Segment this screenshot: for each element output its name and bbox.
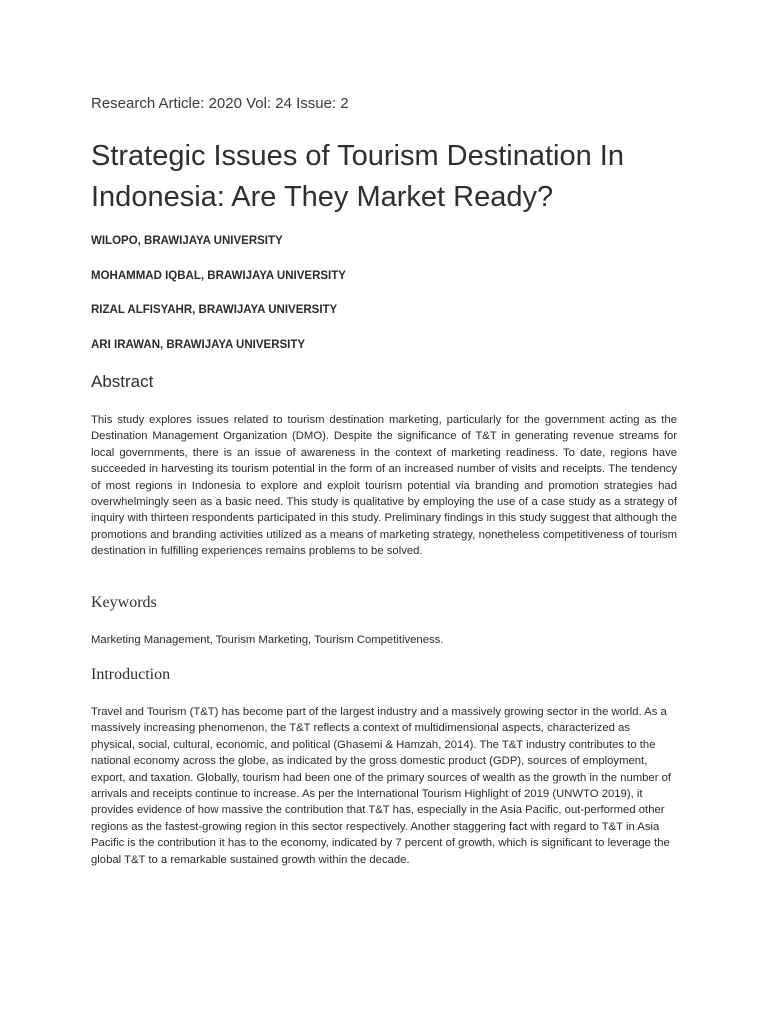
author-entry: MOHAMMAD IQBAL, BRAWIJAYA UNIVERSITY xyxy=(91,269,346,282)
article-meta: Research Article: 2020 Vol: 24 Issue: 2 xyxy=(91,95,349,112)
introduction-heading: Introduction xyxy=(91,666,171,683)
abstract-text: This study explores issues related to tourism destination marketing, particularly for the government acting as the Destination Management Organization (DMO). Despite the significance of T&T in generating revenue streams for local governments, there is an issue of awareness in the context of marketing readiness. To date, regions have succeeded in harvesting its tourism potential in the form of an increased number of visits and receipts. The tendency of most regions in Indonesia to explore and exploit tourism potential via branding and promotion strategies had overwhelmingly seen as a basic need. This study is qualitative by employing the use of a case study as a strategy of inquiry with thirteen respondents participated in this study. Preliminary findings in this study suggest that although the promotions and branding activities utilized as a means of marketing strategy, nonetheless competitiveness of tourism destination in fulfilling experiences remains problems to be solved. xyxy=(91,414,677,558)
author-entry: ARI IRAWAN, BRAWIJAYA UNIVERSITY xyxy=(91,338,306,351)
author-entry: RIZAL ALFISYAHR, BRAWIJAYA UNIVERSITY xyxy=(91,304,338,316)
abstract-heading: Abstract xyxy=(91,372,154,391)
author-entry: WILOPO, BRAWIJAYA UNIVERSITY xyxy=(91,235,283,247)
author-list xyxy=(91,234,346,372)
keywords-heading: Keywords xyxy=(91,594,157,611)
article-title: Strategic Issues of Tourism Destination In Indonesia: Are They Market Ready? xyxy=(91,140,624,213)
introduction-text: Travel and Tourism (T&T) has become part of the largest industry and a massively growing sector in the world. As a massively increasing phenomenon, the T&T reflects a context of multidimensional aspects, characterized as physical, social, cultural, economic, and political (Ghasemi & Hamzah, 2014). The T&T industry contributes to the national economy across the globe, as indicated by the gross domestic product (GDP), sources of employment, export, and taxation. Globally, tourism had been one of the primary sources of wealth as the growth in the number of arrivals and receipts continue to increase. As per the International Tourism Highlight of 2019 (UNWTO 2019), it provides evidence of how massive the contribution that T&T has, especially in the Asia Pacific, out-performed other regions as the fastest-growing region in this sector respectively. Another staggering fact with regard to T&T in Asia Pacific is the contribution it has to the economy, indicated by 7 percent of growth, which is significant to leverage the global T&T to a remarkable sustained growth within the decade. xyxy=(91,706,672,866)
keywords-text: Marketing Management, Tourism Marketing, Tourism Competitiveness. xyxy=(91,634,444,646)
